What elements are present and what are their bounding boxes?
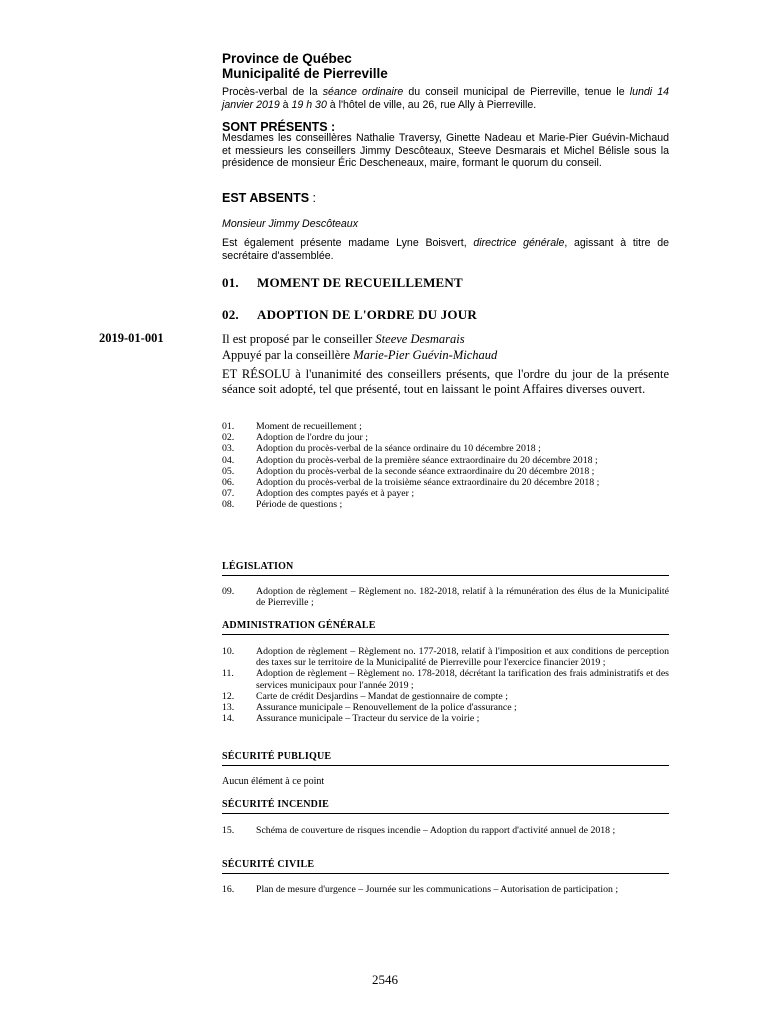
item-number: 11. bbox=[222, 668, 234, 680]
absent-heading-label: EST ABSENTS bbox=[222, 191, 310, 205]
item-number: 14. bbox=[222, 713, 235, 725]
intro-text-2: du conseil municipal de Pierreville, tenue le bbox=[403, 86, 630, 98]
intro-date: lundi 14 janvier 2019 bbox=[222, 86, 670, 111]
intro-paragraph bbox=[222, 86, 669, 111]
agenda-item bbox=[222, 421, 669, 432]
category-heading-public-security: SÉCURITÉ PUBLIQUE bbox=[222, 751, 669, 766]
item-number: 10. bbox=[222, 646, 235, 657]
proposed-by bbox=[222, 331, 669, 347]
present-heading: SONT PRÉSENTS : bbox=[222, 120, 336, 134]
motion-block bbox=[222, 331, 669, 363]
also-present-text-2: , agissant à titre de secrétaire d'assemblée. bbox=[222, 237, 670, 262]
item-number: 09. bbox=[222, 586, 235, 597]
item-text: Adoption de l'ordre du jour ; bbox=[256, 432, 368, 444]
category-heading-civil-security: SÉCURITÉ CIVILE bbox=[222, 859, 669, 874]
agenda-item bbox=[222, 884, 669, 895]
agenda-item bbox=[222, 646, 669, 668]
section-title: MOMENT DE RECUEILLEMENT bbox=[257, 275, 463, 290]
item-number: 03. bbox=[222, 443, 235, 455]
intro-session-type: séance ordinaire bbox=[322, 86, 404, 98]
seconded-name: Marie-Pier Guévin-Michaud bbox=[353, 348, 498, 362]
agenda-item bbox=[222, 477, 669, 488]
also-present-paragraph bbox=[222, 237, 669, 262]
item-text: Assurance municipale – Tracteur du service de la voirie ; bbox=[256, 713, 480, 725]
no-item-note: Aucun élément à ce point bbox=[222, 776, 325, 787]
item-number: 07. bbox=[222, 488, 235, 500]
item-text: Schéma de couverture de risques incendie – Adoption du rapport d'activité annuel de 2018 ; bbox=[256, 825, 616, 836]
section-number: 02. bbox=[222, 307, 239, 322]
category-heading-administration: ADMINISTRATION GÉNÉRALE bbox=[222, 620, 669, 635]
resolution-number: 2019-01-001 bbox=[99, 331, 164, 345]
item-text: Adoption de règlement – Règlement no. 177-2018, relatif à l'imposition et aux conditions de perception des taxes sur le territoire de la Municipalité de Pierreville pour l'exercice financier 2019 ; bbox=[256, 646, 669, 669]
item-text: Adoption de règlement – Règlement no. 178-2018, décrétant la tarification des frais administratifs et des services municipaux pour l'année 2019 ; bbox=[256, 668, 669, 691]
municipality-title: Municipalité de Pierreville bbox=[222, 66, 388, 81]
item-number: 05. bbox=[222, 465, 235, 477]
item-number: 12. bbox=[222, 690, 235, 702]
absent-name: Monsieur Jimmy Descôteaux bbox=[222, 218, 358, 230]
also-present-role: directrice générale bbox=[473, 237, 565, 249]
item-text: Moment de recueillement ; bbox=[256, 421, 362, 432]
item-text: Adoption du procès-verbal de la première séance extraordinaire du 20 décembre 2018 ; bbox=[256, 454, 598, 466]
item-text: Plan de mesure d'urgence – Journée sur les communications – Autorisation de participation ; bbox=[256, 884, 619, 895]
also-present-text-1: Est également présente madame Lyne Boisvert, bbox=[222, 237, 474, 249]
agenda-item bbox=[222, 668, 669, 690]
present-text: Mesdames les conseillères Nathalie Traversy, Ginette Nadeau et Marie-Pier Guévin-Michaud et messieurs les conseillers Jimmy Descôteaux, Steeve Desmarais et Michel Bélisle sous la présidence de monsieur Éric Descheneaux, maire, formant le quorum du conseil. bbox=[222, 132, 669, 170]
item-number: 16. bbox=[222, 884, 235, 895]
item-number: 13. bbox=[222, 702, 235, 714]
category-heading-legislation: LÉGISLATION bbox=[222, 561, 669, 576]
item-text: Carte de crédit Desjardins – Mandat de gestionnaire de compte ; bbox=[256, 690, 508, 702]
item-text: Période de questions ; bbox=[256, 499, 343, 511]
item-text: Adoption du procès-verbal de la troisième séance extraordinaire du 20 décembre 2018 ; bbox=[256, 477, 600, 489]
agenda-item bbox=[222, 713, 669, 724]
province-title: Province de Québec bbox=[222, 51, 352, 66]
item-text: Adoption du procès-verbal de la séance ordinaire du 10 décembre 2018 ; bbox=[256, 443, 541, 455]
item-text: Adoption du procès-verbal de la seconde séance extraordinaire du 20 décembre 2018 ; bbox=[256, 465, 595, 477]
administration-list bbox=[222, 646, 669, 724]
section-title: ADOPTION DE L'ORDRE DU JOUR bbox=[257, 307, 477, 322]
agenda-item bbox=[222, 586, 669, 608]
item-number: 06. bbox=[222, 477, 235, 489]
intro-time: 19 h 30 bbox=[291, 98, 327, 111]
agenda-item bbox=[222, 443, 669, 454]
item-number: 15. bbox=[222, 825, 235, 836]
seconded-label: Appuyé par la conseillère bbox=[222, 348, 354, 362]
civil-security-list bbox=[222, 884, 669, 895]
proposed-label: Il est proposé par le conseiller bbox=[222, 332, 376, 346]
absent-heading bbox=[222, 191, 669, 205]
agenda-item bbox=[222, 702, 669, 713]
item-number: 04. bbox=[222, 454, 235, 466]
item-number: 01. bbox=[222, 421, 235, 432]
absent-heading-colon: : bbox=[309, 191, 317, 205]
intro-text-4: à l'hôtel de ville, au 26, rue Ally à Pierreville. bbox=[326, 98, 537, 111]
agenda-list bbox=[222, 421, 669, 511]
item-text: Assurance municipale – Renouvellement de la police d'assurance ; bbox=[256, 702, 517, 714]
intro-text-1: Procès-verbal de la bbox=[222, 86, 323, 98]
document-header bbox=[222, 51, 669, 81]
resolution-text: ET RÉSOLU à l'unanimité des conseillers présents, que l'ordre du jour de la présente séance soit adopté, tel que présenté, tout en laissant le point Affaires diverses ouvert. bbox=[222, 367, 669, 397]
section-heading-02 bbox=[222, 307, 669, 323]
category-heading-fire-security: SÉCURITÉ INCENDIE bbox=[222, 799, 669, 814]
seconded-by bbox=[222, 347, 669, 363]
agenda-item bbox=[222, 432, 669, 443]
agenda-item bbox=[222, 825, 669, 836]
item-number: 02. bbox=[222, 432, 235, 444]
item-number: 08. bbox=[222, 499, 235, 511]
agenda-item bbox=[222, 691, 669, 702]
section-heading-01 bbox=[222, 275, 669, 291]
legislation-list bbox=[222, 586, 669, 608]
intro-text-3: à bbox=[279, 98, 292, 111]
fire-security-list bbox=[222, 825, 669, 836]
item-text: Adoption des comptes payés et à payer ; bbox=[256, 488, 415, 500]
proposed-name: Steeve Desmarais bbox=[375, 332, 465, 346]
page-number: 2546 bbox=[372, 972, 398, 987]
section-number: 01. bbox=[222, 275, 239, 290]
agenda-item bbox=[222, 488, 669, 499]
agenda-item bbox=[222, 455, 669, 466]
agenda-item bbox=[222, 466, 669, 477]
agenda-item bbox=[222, 499, 669, 510]
item-text: Adoption de règlement – Règlement no. 182-2018, relatif à la rémunération des élus de la Municipalité de Pierreville ; bbox=[256, 586, 669, 609]
